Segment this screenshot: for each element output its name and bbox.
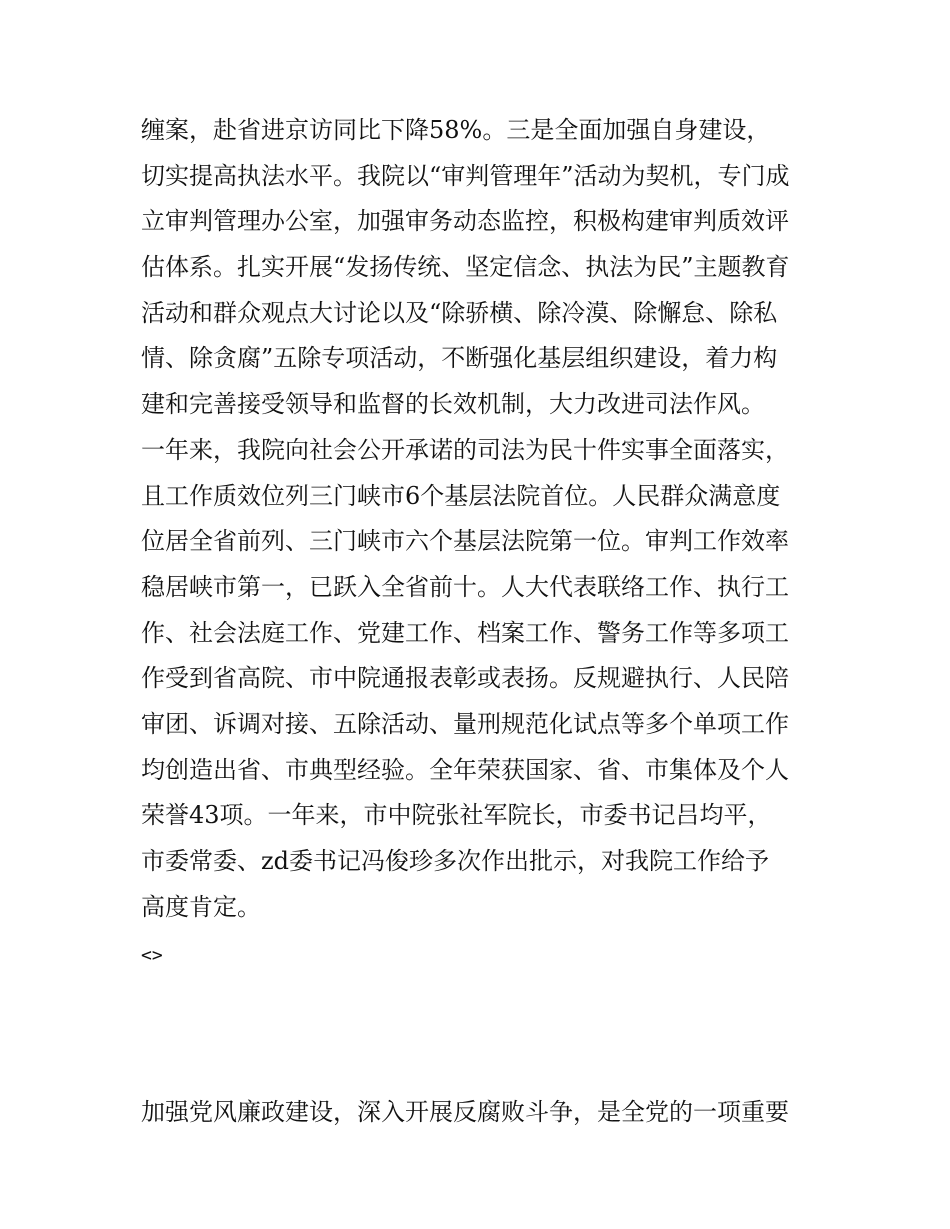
next-paragraph-line: 加强党风廉政建设，深入开展反腐败斗争，是全党的一项重要: [141, 1098, 789, 1126]
text-line-1: 缠案，赴省进京访同比下降58%。三是全面加强自身建设，: [141, 116, 771, 144]
text-line-11: 稳居峡市第一，已跃入全省前十。人大代表联络工作、执行工: [141, 572, 789, 601]
text-line-9: 且工作质效位列三门峡市6个基层法院首位。人民群众满意度: [141, 481, 781, 510]
text-line-3: 立审判管理办公室，加强审务动态监控，积极构建审判质效评: [141, 207, 789, 236]
text-line-13: 作受到省高院、市中院通报表彰或表扬。反规避执行、人民陪: [141, 664, 789, 693]
text-line-16: 荣誉43项。一年来，市中院张社军院长，市委书记吕均平，: [141, 801, 772, 830]
text-line-8: 一年来，我院向社会公开承诺的司法为民十件实事全面落实，: [141, 435, 789, 464]
text-line-2: 切实提高执法水平。我院以“审判管理年”活动为契机，专门成: [141, 161, 790, 190]
body-text: [141, 108, 821, 982]
text-line-5: 活动和群众观点大讨论以及“除骄横、除冷漠、除懈怠、除私: [141, 298, 778, 327]
text-line-6: 情、除贪腐”五除专项活动，不断强化基层组织建设，着力构: [141, 344, 778, 373]
section-marker: <>: [141, 945, 163, 967]
text-line-18: 高度肯定。: [141, 892, 261, 921]
text-line-7: 建和完善接受领导和监督的长效机制，大力改进司法作风。: [141, 390, 765, 419]
text-line-15: 均创造出省、市典型经验。全年荣获国家、省、市集体及个人: [141, 755, 789, 784]
text-line-10: 位居全省前列、三门峡市六个基层法院第一位。审判工作效率: [141, 527, 789, 556]
text-line-12: 作、社会法庭工作、党建工作、档案工作、警务工作等多项工: [141, 618, 789, 647]
text-line-17: 市委常委、zd委书记冯俊珍多次作出批示，对我院工作给予: [141, 847, 770, 875]
text-line-4: 估体系。扎实开展“发扬传统、坚定信念、执法为民”主题教育: [141, 253, 790, 282]
text-line-14: 审团、诉调对接、五除活动、量刑规范化试点等多个单项工作: [141, 709, 789, 738]
